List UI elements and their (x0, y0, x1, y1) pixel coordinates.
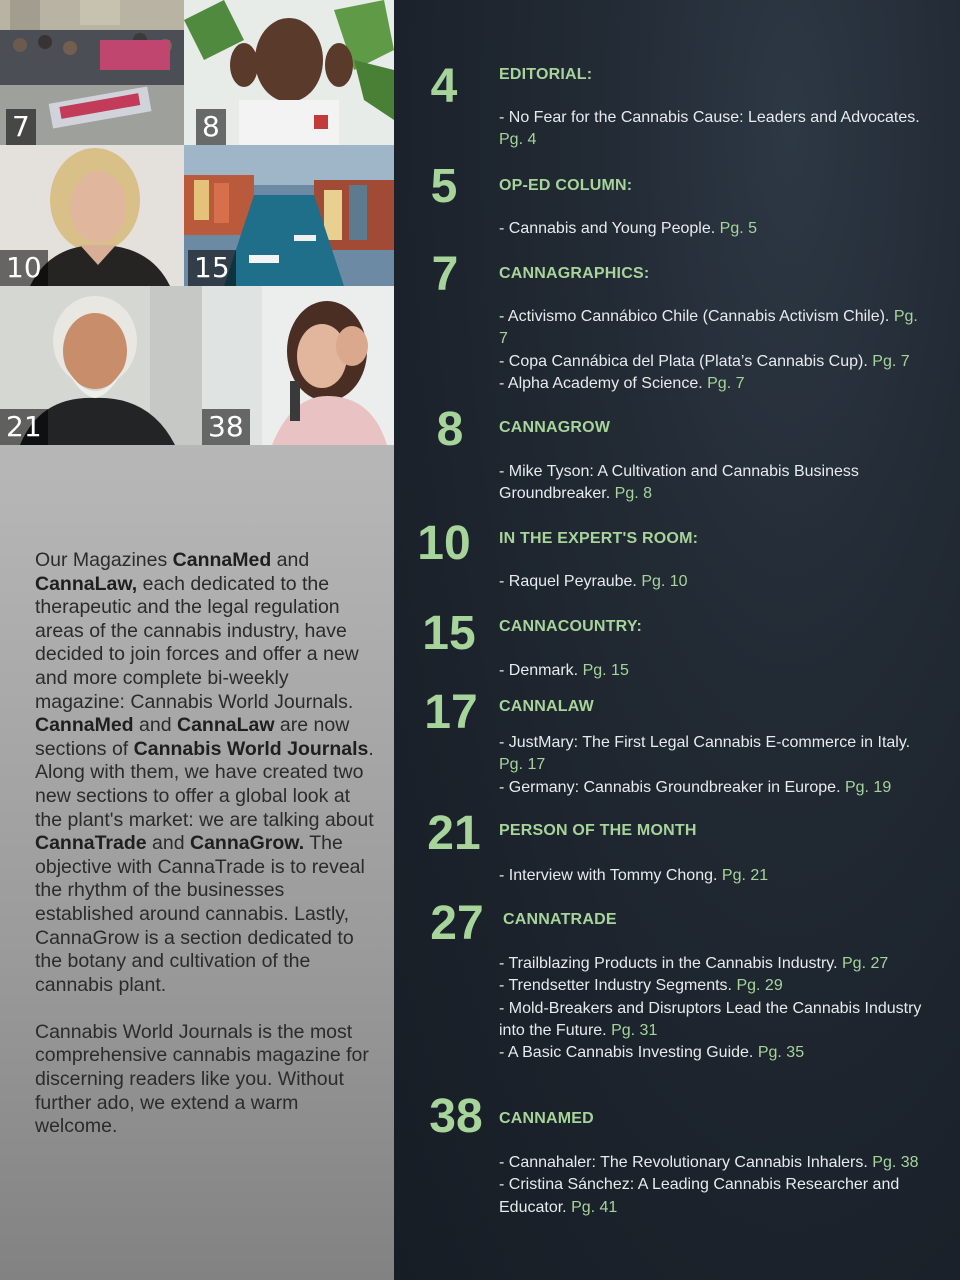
toc-entry[interactable]: - Trendsetter Industry Segments. Pg. 29 (499, 977, 783, 995)
toc-entry[interactable]: - A Basic Cannabis Investing Guide. Pg. 35 (499, 1044, 805, 1062)
section-page-number: 17 (424, 686, 478, 739)
section-items (499, 660, 929, 682)
section-page-number: 5 (430, 160, 458, 213)
section-title: CANNATRADE (503, 911, 617, 928)
table-of-contents (394, 0, 960, 1280)
section-items (499, 865, 929, 887)
intro-paragraph-1: Our Magazines CannaMed and CannaLaw, each dedicated to the therapeutic and the legal regulation areas of the cannabis industry, have decided to join forces and offer a new and more complete bi-weekly magazine: Cannabis World Journals. CannaMed and CannaLaw are now sections of Cannabis World Journals. Along with them, we have created two new sections to offer a global look at the plant's market: we are talking about CannaTrade and CannaGrow. The objective with CannaTrade is to reveal the rhythm of the businesses established around cannabis. Lastly, CannaGrow is a section dedicated to the botany and cultivation of the cannabis plant. (35, 549, 374, 996)
section-items (499, 461, 929, 506)
toc-entry[interactable]: - Cannahaler: The Revolutionary Cannabis Inhalers. Pg. 38 (499, 1154, 919, 1171)
photo-tile-21[interactable] (0, 286, 202, 445)
section-title: PERSON OF THE MONTH (499, 822, 697, 839)
left-panel (0, 0, 394, 1280)
section-title: CANNACOUNTRY: (499, 618, 643, 635)
photo-tile-8[interactable] (184, 0, 394, 145)
toc-entry[interactable]: - JustMary: The First Legal Cannabis E-commerce in Italy. Pg. 17 (499, 734, 911, 774)
intro-paragraph-2: Cannabis World Journals is the most comprehensive cannabis magazine for discerning readers like you. Without further ado, we extend a warm welcome. (35, 1020, 369, 1138)
section-page-number: 10 (417, 517, 471, 570)
toc-entry[interactable]: - Denmark. Pg. 15 (499, 662, 629, 679)
section-title: CANNAGRAPHICS: (499, 265, 650, 282)
photo-tile-38[interactable] (202, 286, 394, 445)
section-page-number: 8 (436, 403, 464, 456)
toc-entry[interactable]: - Alpha Academy of Science. Pg. 7 (499, 374, 745, 392)
page-number-badge: 8 (196, 109, 226, 145)
toc-entry[interactable]: - No Fear for the Cannabis Cause: Leaders and Advocates. Pg. 4 (499, 109, 920, 149)
toc-entry[interactable]: - Mike Tyson: A Cultivation and Cannabis Business Groundbreaker. Pg. 8 (499, 463, 859, 503)
page-number-badge: 10 (0, 250, 48, 286)
photo-grid (0, 0, 394, 445)
section-page-number: 7 (431, 248, 459, 301)
toc-entry[interactable]: - Copa Cannábica del Plata (Plata’s Cannabis Cup). Pg. 7 (499, 352, 910, 370)
page-number-badge: 38 (202, 409, 250, 445)
photo-tile-15[interactable] (184, 145, 394, 286)
section-title: CANNAMED (499, 1110, 594, 1127)
section-items (499, 571, 929, 593)
toc-entry[interactable]: - Cristina Sánchez: A Leading Cannabis Researcher and Educator. Pg. 41 (499, 1176, 900, 1216)
section-title: EDITORIAL: (499, 66, 593, 83)
section-items (499, 1152, 929, 1219)
section-page-number: 15 (422, 607, 476, 660)
photo-tile-7[interactable] (0, 0, 184, 145)
toc-entry[interactable]: - Germany: Cannabis Groundbreaker in Europe. Pg. 19 (499, 778, 892, 796)
page-number-badge: 7 (6, 109, 36, 145)
toc-entry[interactable]: - Trailblazing Products in the Cannabis Industry. Pg. 27 (499, 955, 889, 972)
section-page-number: 38 (429, 1090, 483, 1143)
section-items (499, 306, 929, 395)
section-items (499, 107, 929, 152)
section-title: CANNALAW (499, 698, 594, 715)
section-items (499, 218, 929, 240)
section-title: CANNAGROW (499, 419, 611, 436)
toc-entry[interactable]: - Raquel Peyraube. Pg. 10 (499, 573, 688, 590)
section-page-number: 21 (427, 807, 481, 860)
section-page-number: 4 (430, 60, 458, 113)
page-number-badge: 15 (188, 250, 236, 286)
page-number-badge: 21 (0, 409, 48, 445)
section-items (499, 953, 929, 1064)
toc-entry[interactable]: - Activismo Cannábico Chile (Cannabis Activism Chile). Pg. 7 (499, 308, 918, 348)
photo-tile-10[interactable] (0, 145, 184, 286)
section-page-number: 27 (430, 897, 484, 950)
toc-entry[interactable]: - Cannabis and Young People. Pg. 5 (499, 220, 757, 237)
toc-entry[interactable]: - Interview with Tommy Chong. Pg. 21 (499, 867, 769, 884)
section-title: OP-ED COLUMN: (499, 177, 633, 194)
intro-text (35, 549, 375, 1162)
section-items (499, 732, 929, 799)
toc-entry[interactable]: - Mold-Breakers and Disruptors Lead the Cannabis Industry into the Future. Pg. 31 (499, 999, 922, 1039)
section-title: IN THE EXPERT'S ROOM: (499, 530, 699, 547)
